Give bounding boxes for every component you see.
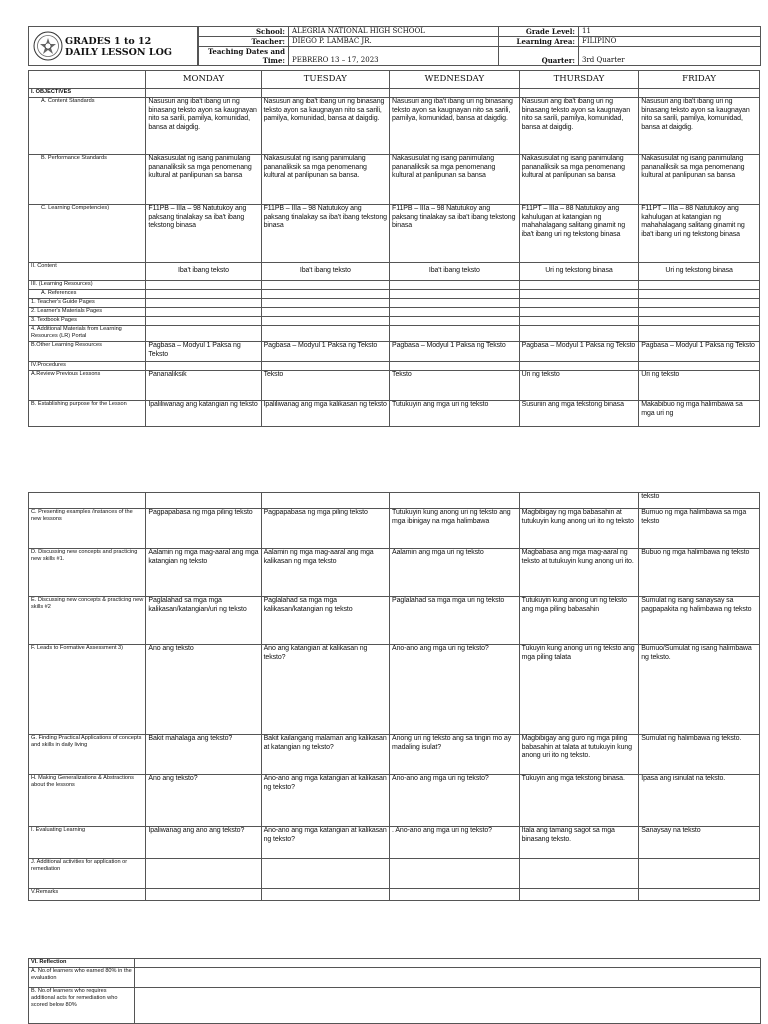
table-cell bbox=[146, 290, 261, 299]
table-cell: Ano-ano ang mga uri ng teksto? bbox=[390, 775, 520, 827]
table-cell: Nakasusulat ng isang panimulang pananaliksik sa mga penomenang kultural at panlipunan sa bansa bbox=[390, 155, 520, 205]
table-cell: Pagbasa – Modyul 1 Paksa ng Teksto bbox=[639, 342, 760, 362]
table-cell: Paglalahad sa mga mga uri ng teksto bbox=[390, 597, 520, 645]
table-row bbox=[29, 859, 760, 889]
table-cell bbox=[146, 89, 261, 98]
table-cell: Nakasusulat ng isang panimulang pananaliksik sa mga penomenang kultural at panlipunan sa bansa. bbox=[261, 155, 389, 205]
table-cell bbox=[390, 89, 520, 98]
table-cell: Uri ng tekstong binasa bbox=[519, 263, 639, 281]
table-cell: Itala ang tamang sagot sa mga binasang teksto. bbox=[519, 827, 639, 859]
row-label: B. No.of learners who requires additional acts for remediation who scored below 80% bbox=[29, 988, 135, 1024]
table-row bbox=[29, 493, 760, 509]
school-label: School: bbox=[199, 27, 289, 37]
table-cell: Magbabasa ang mga mag-aaral ng teksto at tutukuyin kung anong uri ito. bbox=[519, 549, 639, 597]
table-cell bbox=[146, 362, 261, 371]
table-cell: Bubuo ng mga halimbawa ng teksto bbox=[639, 549, 760, 597]
table-row bbox=[29, 281, 760, 290]
table-cell bbox=[261, 326, 389, 342]
table-row bbox=[29, 371, 760, 401]
table-cell bbox=[519, 326, 639, 342]
table-row bbox=[29, 342, 760, 362]
table-cell: Pagbasa – Modyul 1 Paksa ng Teksto bbox=[146, 342, 261, 362]
row-label: J. Additional activities for application or remediation bbox=[29, 859, 146, 889]
table-cell: Nakasusulat ng isang panimulang pananaliksik sa mga penomenang kultural at panlipunan sa bansa bbox=[639, 155, 760, 205]
table-row bbox=[29, 645, 760, 735]
row-label: V.Remarks bbox=[29, 889, 146, 901]
lesson-table-part2 bbox=[28, 492, 760, 901]
table-cell: Iba't ibang teksto bbox=[390, 263, 520, 281]
table-cell bbox=[146, 317, 261, 326]
table-cell: Nasusuri ang iba't ibang uri ng binasang teksto ayon sa kaugnayan nito sa sarili, pamilya, komunidad, bansa at daigdig. bbox=[519, 98, 639, 155]
table-cell: Tutukuyin kung anong uri ng teksto ang mga ibinigay na mga halimbawa bbox=[390, 509, 520, 549]
table-cell: Teksto bbox=[390, 371, 520, 401]
logo-title bbox=[65, 36, 172, 58]
row-label: B. Establishing purpose for the Lesson bbox=[29, 401, 146, 427]
day-header-tuesday: TUESDAY bbox=[261, 71, 389, 89]
day-header-wednesday: WEDNESDAY bbox=[390, 71, 520, 89]
table-cell bbox=[639, 308, 760, 317]
table-cell: Ipaliliwanag ang katangian ng teksto bbox=[146, 401, 261, 427]
table-cell bbox=[639, 859, 760, 889]
table-cell: Magbibigay ng mga babasahin at tutukuyin kung anong uri ito ng teksto bbox=[519, 509, 639, 549]
table-row bbox=[29, 735, 760, 775]
row-label: C. Presenting examples /instances of the new lessons bbox=[29, 509, 146, 549]
row-label: A.Review Previous Lessons bbox=[29, 371, 146, 401]
table-cell bbox=[519, 493, 639, 509]
school-value: ALEGRIA NATIONAL HIGH SCHOOL bbox=[289, 27, 499, 37]
corner-cell bbox=[29, 71, 146, 89]
table-row bbox=[29, 205, 760, 263]
table-cell: Bumuo/Sumulat ng isang halimbawa ng teksto. bbox=[639, 645, 760, 735]
row-label: 3. Textbook Pages bbox=[29, 317, 146, 326]
row-label: 4. Additional Materials from Learning Resources (LR) Portal bbox=[29, 326, 146, 342]
table-cell: Iba't ibang teksto bbox=[146, 263, 261, 281]
table-cell: Aalamin ng mga mag-aaral ang mga kalikasan ng mga teksto bbox=[261, 549, 389, 597]
row-label: H. Making Generalizations & Abstractions about the lessons bbox=[29, 775, 146, 827]
table-cell bbox=[390, 326, 520, 342]
table-cell: Sanaysay na teksto bbox=[639, 827, 760, 859]
table-cell: Sumulat ng halimbawa ng teksto. bbox=[639, 735, 760, 775]
table-cell: Pagbasa – Modyul 1 Paksa ng Teksto bbox=[261, 342, 389, 362]
table-cell bbox=[639, 281, 760, 290]
row-label: G. Finding Practical Applications of concepts and skills in daily living bbox=[29, 735, 146, 775]
table-row bbox=[29, 263, 760, 281]
table-cell bbox=[146, 299, 261, 308]
table-cell: Ipaliwanag ang ano ang teksto? bbox=[146, 827, 261, 859]
table-cell bbox=[135, 968, 761, 988]
table-row bbox=[29, 326, 760, 342]
table-cell bbox=[390, 317, 520, 326]
table-cell bbox=[519, 317, 639, 326]
table-cell bbox=[390, 290, 520, 299]
table-row bbox=[29, 98, 760, 155]
table-cell bbox=[639, 889, 760, 901]
table-cell bbox=[261, 362, 389, 371]
table-row bbox=[29, 827, 760, 859]
table-row bbox=[29, 401, 760, 427]
table-cell: teksto bbox=[639, 493, 760, 509]
grade-value: 11 bbox=[579, 27, 761, 37]
table-cell: Pagpapabasa ng mga piling teksto bbox=[261, 509, 389, 549]
table-cell: Paglalahad sa mga mga kalikasan/katangian/uri ng teksto bbox=[146, 597, 261, 645]
table-cell: F11PB – IIIa – 98 Natutukoy ang paksang tinalakay sa iba't ibang tekstong binasa bbox=[390, 205, 520, 263]
dates-label bbox=[199, 47, 289, 66]
quarter-label: Quarter: bbox=[499, 47, 579, 66]
table-cell: Susuriin ang mga tekstong binasa bbox=[519, 401, 639, 427]
table-row bbox=[29, 549, 760, 597]
table-cell bbox=[261, 308, 389, 317]
logo-title-line1: GRADES 1 to 12 bbox=[65, 36, 152, 47]
table-row bbox=[29, 968, 761, 988]
table-cell bbox=[639, 89, 760, 98]
table-row bbox=[29, 290, 760, 299]
table-cell bbox=[261, 290, 389, 299]
day-header-friday: FRIDAY bbox=[639, 71, 760, 89]
table-cell: Uri ng tekstong binasa bbox=[639, 263, 760, 281]
table-cell bbox=[639, 299, 760, 308]
table-cell: Bumuo ng mga halimbawa sa mga teksto bbox=[639, 509, 760, 549]
table-row bbox=[29, 308, 760, 317]
table-cell: Nasusuri ang iba't ibang uri ng binasang teksto ayon sa kaugnayan nito sa sarili, pamilya, komunidad, bansa at daigdig. bbox=[390, 98, 520, 155]
table-cell bbox=[639, 362, 760, 371]
table-row bbox=[29, 509, 760, 549]
table-cell: Nakasusulat ng isang panimulang pananaliksik sa mga penomenang kultural at panlipunan sa bansa bbox=[519, 155, 639, 205]
table-cell: Teksto bbox=[261, 371, 389, 401]
table-cell bbox=[135, 988, 761, 1024]
table-cell bbox=[146, 859, 261, 889]
logo-block bbox=[28, 26, 198, 66]
table-cell: Ano ang katangian at kalikasan ng teksto? bbox=[261, 645, 389, 735]
table-cell bbox=[639, 290, 760, 299]
table-cell bbox=[390, 308, 520, 317]
table-cell bbox=[261, 299, 389, 308]
table-row bbox=[29, 299, 760, 308]
dates-label-line1: Teaching Dates and bbox=[207, 47, 285, 56]
table-cell: Ano-ano ang mga katangian at kalikasan ng teksto? bbox=[261, 775, 389, 827]
row-label: A. References bbox=[29, 290, 146, 299]
table-cell: Tutukuyin ang mga uri ng teksto bbox=[390, 401, 520, 427]
table-cell: Bakit kailangang malaman ang kalikasan at katangian ng teksto? bbox=[261, 735, 389, 775]
table-row bbox=[29, 317, 760, 326]
table-cell: Pagbasa – Modyul 1 Paksa ng Teksto bbox=[390, 342, 520, 362]
table-cell: Pagbasa – Modyul 1 Paksa ng Teksto bbox=[519, 342, 639, 362]
table-cell: Uri ng teksto bbox=[639, 371, 760, 401]
table-cell bbox=[146, 281, 261, 290]
table-cell: Uri ng teksto bbox=[519, 371, 639, 401]
row-label bbox=[29, 493, 146, 509]
table-cell bbox=[261, 317, 389, 326]
table-cell bbox=[519, 308, 639, 317]
row-label: 2. Learner's Materials Pages bbox=[29, 308, 146, 317]
area-label: Learning Area: bbox=[499, 37, 579, 47]
table-row bbox=[29, 362, 760, 371]
teacher-label: Teacher: bbox=[199, 37, 289, 47]
table-cell bbox=[390, 889, 520, 901]
grade-label: Grade Level: bbox=[499, 27, 579, 37]
table-row bbox=[29, 597, 760, 645]
table-cell bbox=[261, 89, 389, 98]
table-cell bbox=[146, 308, 261, 317]
table-cell bbox=[519, 362, 639, 371]
area-value: FILIPINO bbox=[579, 37, 761, 47]
table-cell: Ano-ano ang mga katangian at kalikasan ng teksto? bbox=[261, 827, 389, 859]
table-cell: F11PB – IIIa – 98 Natutukoy ang paksang tinalakay sa iba't ibang tekstong binasa bbox=[146, 205, 261, 263]
table-cell: Pagpapabasa ng mga piling teksto bbox=[146, 509, 261, 549]
table-cell bbox=[390, 362, 520, 371]
table-cell: Nasusuri ang iba't ibang uri ng binasang teksto ayon sa kaugnayan nito sa sarili, pamilya, komunidad, bansa at daigdig. bbox=[639, 98, 760, 155]
table-cell bbox=[135, 959, 761, 968]
teacher-value: DIEGO P. LAMBAC JR. bbox=[289, 37, 499, 47]
row-label: E. Discussing new concepts & practicing new skills #2 bbox=[29, 597, 146, 645]
table-cell: Bakit mahalaga ang teksto? bbox=[146, 735, 261, 775]
table-row bbox=[29, 988, 761, 1024]
row-label: VI. Reflection bbox=[29, 959, 135, 968]
table-cell: Anong uri ng teksto ang sa tingin mo ay madaling isulat? bbox=[390, 735, 520, 775]
table-cell bbox=[146, 326, 261, 342]
table-cell bbox=[390, 281, 520, 290]
table-cell: Sumulat ng isang sanaysay sa pagpapakita ng halimbawa ng teksto bbox=[639, 597, 760, 645]
row-label: II. Content bbox=[29, 263, 146, 281]
row-label: A. No.of learners who earned 80% in the evaluation bbox=[29, 968, 135, 988]
table-cell: Ano ang teksto? bbox=[146, 775, 261, 827]
logo-title-line2: DAILY LESSON LOG bbox=[65, 47, 172, 58]
header-info-table bbox=[198, 26, 761, 66]
table-cell: . Ano-ano ang mga uri ng teksto? bbox=[390, 827, 520, 859]
row-label: I. OBJECTIVES bbox=[29, 89, 146, 98]
quarter-value: 3rd Quarter bbox=[579, 47, 761, 66]
table-row bbox=[29, 959, 761, 968]
table-cell: Aalamin ang mga uri ng teksto bbox=[390, 549, 520, 597]
row-label: F. Leads to Formative Assessment 3) bbox=[29, 645, 146, 735]
table-cell bbox=[639, 326, 760, 342]
row-label: IV.Procedures bbox=[29, 362, 146, 371]
table-cell: Nasusuri ang iba't ibang uri ng binasang teksto ayon sa kaugnayan nito sa sarili, pamilya, komunidad, bansa at daigdig. bbox=[261, 98, 389, 155]
dates-value: PEBRERO 13 – 17, 2023 bbox=[289, 47, 499, 66]
row-label: B. Performance Standards bbox=[29, 155, 146, 205]
table-cell bbox=[519, 859, 639, 889]
table-cell bbox=[519, 290, 639, 299]
table-cell bbox=[261, 859, 389, 889]
table-cell: Tutukuyin kung anong uri ng teksto ang mga piling babasahin bbox=[519, 597, 639, 645]
table-cell bbox=[146, 493, 261, 509]
table-cell: Nasusuri ang iba't ibang uri ng binasang teksto ayon sa kaugnayan nito sa sarili, pamilya, komunidad, bansa at daigdig. bbox=[146, 98, 261, 155]
dates-label-line2: Time: bbox=[262, 56, 285, 65]
table-cell: F11PT – IIIa – 88 Natutukoy ang kahulugan at katangian ng mahahalagang salitang ginamit ng iba't ibang uri ng tekstong binasa bbox=[519, 205, 639, 263]
table-cell: Ano ang teksto bbox=[146, 645, 261, 735]
table-cell: Iba't ibang teksto bbox=[261, 263, 389, 281]
table-row bbox=[29, 155, 760, 205]
table-cell: F11PT – IIIa – 88 Natutukoy ang kahulugan at katangian ng mahahalagang salitang ginamit ng iba't ibang uri ng tekstong binasa bbox=[639, 205, 760, 263]
table-cell bbox=[146, 889, 261, 901]
table-cell: F11PB – IIIa – 98 Natutukoy ang paksang tinalakay sa iba't ibang tekstong binasa bbox=[261, 205, 389, 263]
table-cell bbox=[519, 89, 639, 98]
reflection-table bbox=[28, 958, 761, 1024]
table-cell: Aalamin ng mga mag-aaral ang mga katangian ng teksto bbox=[146, 549, 261, 597]
table-cell bbox=[261, 281, 389, 290]
table-cell bbox=[519, 281, 639, 290]
row-label: C. Learning Competencies) bbox=[29, 205, 146, 263]
table-cell: Tukuyin ang mga tekstong binasa. bbox=[519, 775, 639, 827]
row-label: I. Evaluating Learning bbox=[29, 827, 146, 859]
row-label: III. (Learning Resources) bbox=[29, 281, 146, 290]
table-cell: Tukuyin kung anong uri ng teksto ang mga piling talata bbox=[519, 645, 639, 735]
table-row bbox=[29, 89, 760, 98]
table-cell bbox=[519, 299, 639, 308]
table-cell: Ipasa ang isinulat na teksto. bbox=[639, 775, 760, 827]
row-label: 1. Teacher's Guide Pages bbox=[29, 299, 146, 308]
table-cell bbox=[639, 317, 760, 326]
table-cell: Nakasusulat ng isang panimulang pananaliksik sa mga penomenang kultural at panlipunan sa bansa bbox=[146, 155, 261, 205]
table-row bbox=[29, 889, 760, 901]
row-label: D. Discussing new concepts and practicing new skills #1. bbox=[29, 549, 146, 597]
table-cell bbox=[390, 493, 520, 509]
day-header-monday: MONDAY bbox=[146, 71, 261, 89]
table-cell bbox=[519, 889, 639, 901]
deped-seal-icon bbox=[33, 31, 63, 61]
table-cell: Pananaliksik bbox=[146, 371, 261, 401]
table-cell: Paglalahad sa mga mga kalikasan/katangian ng teksto bbox=[261, 597, 389, 645]
row-label: B.Other Learning Resources bbox=[29, 342, 146, 362]
table-cell: Magbibigay ang guro ng mga piling babasahin at talata at tutukuyin kung anong uri ito ng teksto. bbox=[519, 735, 639, 775]
table-cell: Makabibuo ng mga halimbawa sa mga uri ng bbox=[639, 401, 760, 427]
table-cell bbox=[261, 889, 389, 901]
table-cell: Ipaliliwanag ang mga kalikasan ng teksto bbox=[261, 401, 389, 427]
table-row bbox=[29, 775, 760, 827]
table-cell: Ano-ano ang mga uri ng teksto? bbox=[390, 645, 520, 735]
table-cell bbox=[261, 493, 389, 509]
table-cell bbox=[390, 299, 520, 308]
day-header-thursday: THURSDAY bbox=[519, 71, 639, 89]
lesson-table-part1 bbox=[28, 70, 760, 427]
table-cell bbox=[390, 859, 520, 889]
row-label: A. Content Standards bbox=[29, 98, 146, 155]
